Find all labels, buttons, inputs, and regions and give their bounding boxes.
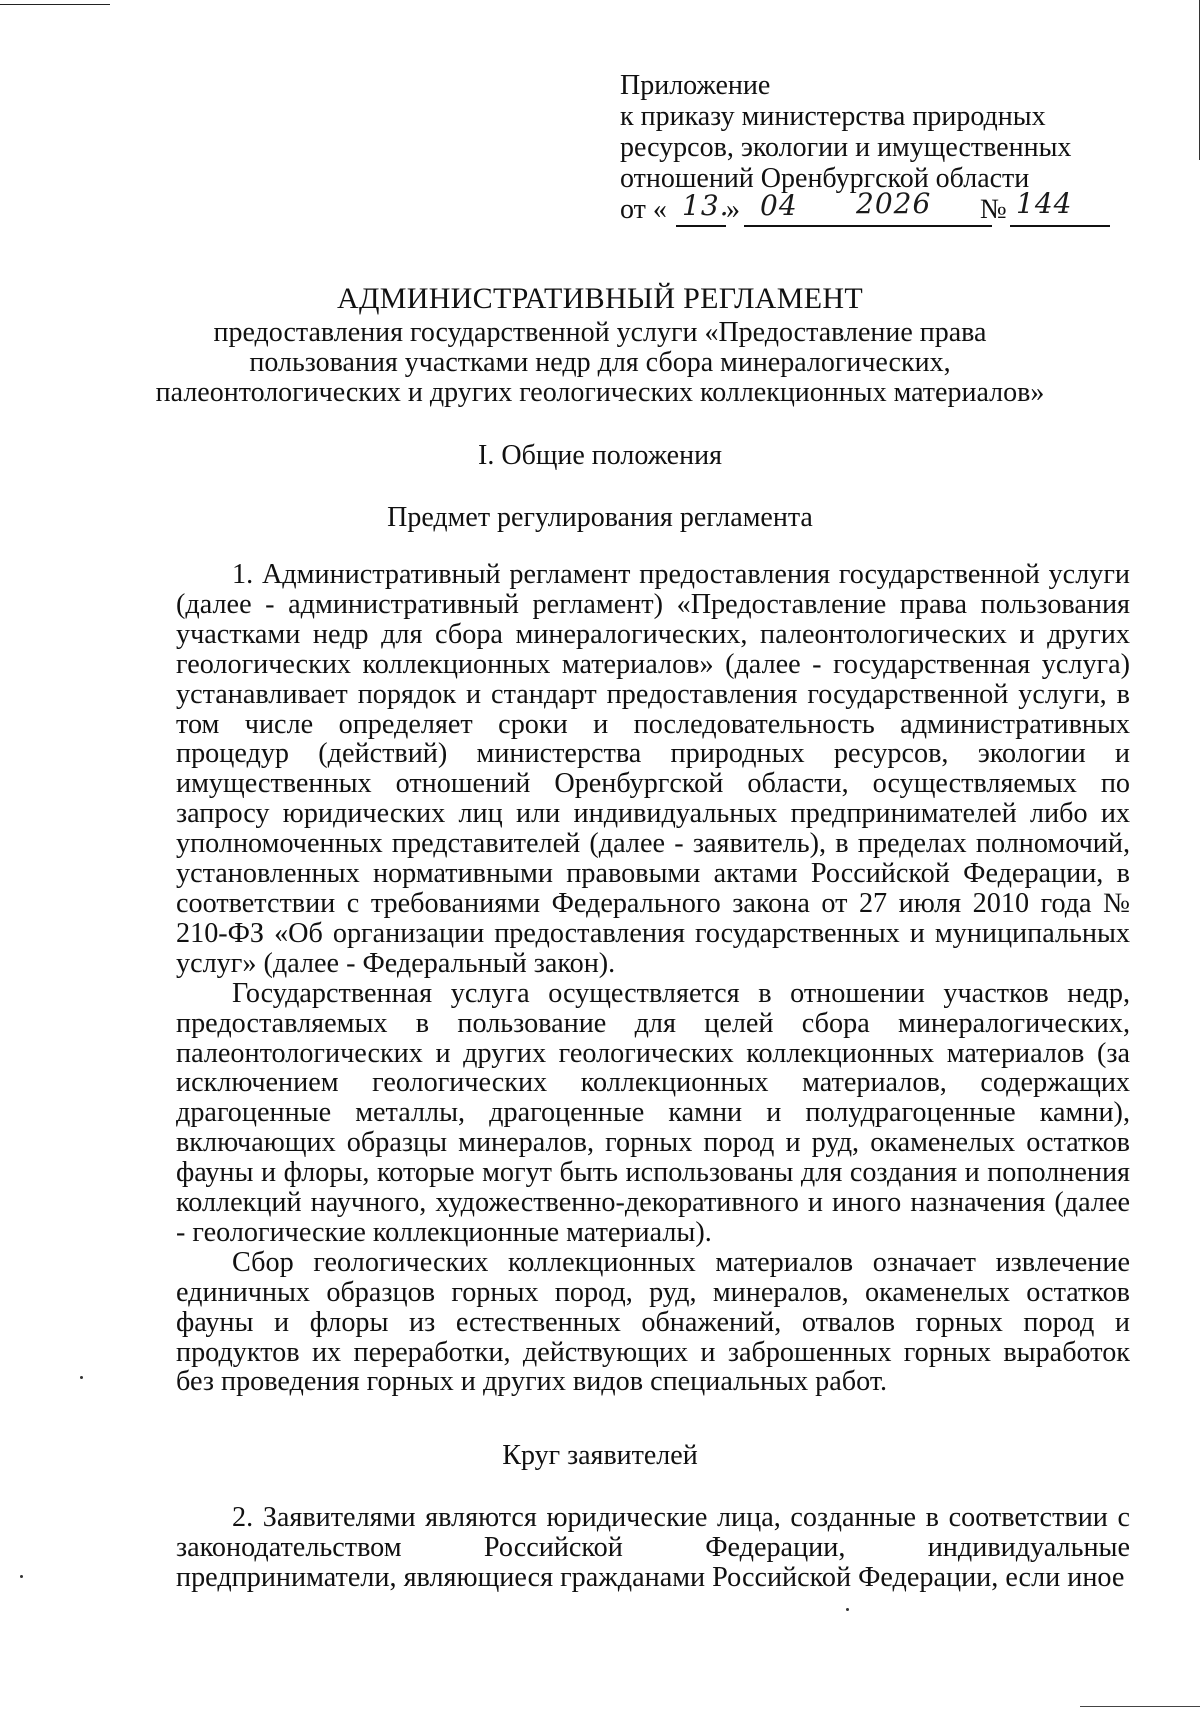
document-title: АДМИНИСТРАТИВНЫЙ РЕГЛАМЕНТ bbox=[337, 282, 863, 315]
section-heading-applicants: Круг заявителей bbox=[502, 1440, 698, 1471]
section-heading-general: I. Общие положения bbox=[478, 440, 722, 471]
scan-edge-mark bbox=[0, 4, 110, 5]
body-text-block bbox=[176, 560, 1130, 1397]
body-text-block bbox=[176, 1503, 1130, 1593]
handwritten-number: 144 bbox=[1016, 187, 1073, 220]
paragraph: 2. Заявителями являются юридические лица, созданные в соответствии с законодательством Российской Федерации, индивидуальные предприниматели, являющиеся гражданами Российской Федерации, если иное bbox=[176, 1502, 1130, 1593]
handwritten-year: 2026 bbox=[856, 187, 932, 220]
paragraph: Государственная услуга осуществляется в отношении участков недр, предоставляемых в пользование для целей сбора минералогических, палеонтологических и других геологических коллекционных материалов (за исключением геологических коллекционных материалов, содержащих драгоценные металлы, драгоценные камни и полудрагоценные камни), включающих образцы минералов, горных пород и руд, окаменелых остатков фауны и флоры, которые могут быть использованы для создания и пополнения коллекций научного, художественно-декоративного и иного назначения (далее - геологические коллекционные материалы). bbox=[176, 977, 1130, 1248]
scan-edge-mark bbox=[1080, 1706, 1200, 1707]
appendix-line: отношений Оренбургской области bbox=[620, 163, 1030, 194]
handwritten-month: 04 bbox=[760, 189, 798, 222]
date-underline bbox=[744, 225, 992, 227]
handwritten-day: 13. bbox=[682, 189, 730, 222]
order-date-number-row bbox=[620, 187, 1120, 230]
scan-speck bbox=[20, 1575, 23, 1578]
appendix-line: ресурсов, экологии и имущественных bbox=[620, 132, 1072, 163]
appendix-line: к приказу министерства природных bbox=[620, 101, 1046, 132]
paragraph: Сбор геологических коллекционных материалов означает извлечение единичных образцов горных пород, руд, минералов, окаменелых остатков фауны и флоры из естественных обнажений, отвалов горных пород и продуктов их переработки, действующих и заброшенных горных выработок без проведения горных и других видов специальных работ. bbox=[176, 1246, 1130, 1398]
section-heading-subject: Предмет регулирования регламента bbox=[387, 502, 813, 533]
appendix-line: Приложение bbox=[620, 70, 771, 101]
scan-speck bbox=[846, 1608, 849, 1611]
date-day-underline bbox=[676, 225, 726, 227]
appendix-block bbox=[620, 70, 1120, 230]
date-mid: » bbox=[726, 194, 740, 225]
number-prefix: № bbox=[980, 194, 1007, 225]
document-subtitle: предоставления государственной услуги «Предоставление права пользования участками недр для сбора минералогических, палеонтологических и других геологических коллекционных материалов» bbox=[155, 317, 1045, 408]
scan-speck bbox=[80, 1376, 83, 1379]
paragraph: 1. Административный регламент предоставления государственной услуги (далее - административный регламент) «Предоставление права пользования участками недр для сбора минералогических, палеонтологических и других геологических коллекционных материалов» (далее - государственная услуга) устанавливает порядок и стандарт предоставления государственной услуги, в том числе определяет сроки и последовательность административных процедур (действий) министерства природных ресурсов, экологии и имущественных отношений Оренбургской области, осуществляемых по запросу юридических лиц или индивидуальных предпринимателей либо их уполномоченных представителей (далее - заявитель), в пределах полномочий, установленных нормативными правовыми актами Российской Федерации, в соответствии с требованиями Федерального закона от 27 июля 2010 года № 210-ФЗ «Об организации предоставления государственных и муниципальных услуг» (далее - Федеральный закон). bbox=[176, 559, 1130, 979]
number-underline bbox=[1010, 225, 1110, 227]
date-prefix: от « bbox=[620, 194, 667, 225]
